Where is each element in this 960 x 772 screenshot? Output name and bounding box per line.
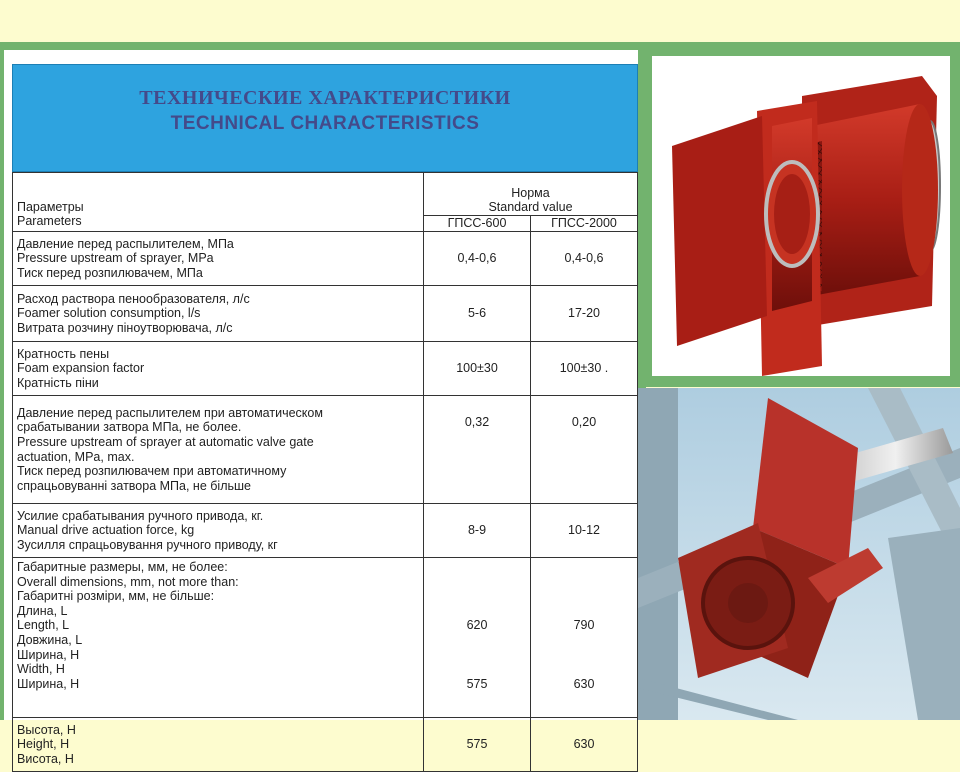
param-line: Width, H bbox=[17, 662, 65, 677]
banner-title-en: TECHNICAL CHARACTERISTICS bbox=[170, 113, 480, 134]
value-gpss-2000: 0,4-0,6 bbox=[531, 232, 638, 286]
param-line: Зусилля спрацьовування ручного приводу, кг bbox=[17, 537, 278, 552]
value-gpss-2000: 17-20 bbox=[531, 286, 638, 342]
table-header-row bbox=[13, 173, 638, 216]
header-params-en: Parameters bbox=[17, 214, 82, 229]
length-value: 790 bbox=[573, 618, 595, 633]
table-row bbox=[13, 396, 638, 504]
value-gpss-2000: 10-12 bbox=[531, 504, 638, 558]
param-line: Габаритные размеры, мм, не более: bbox=[17, 560, 228, 574]
spec-table bbox=[12, 172, 638, 772]
param-line: Pressure upstream of sprayer, MPa bbox=[17, 251, 214, 266]
table-row bbox=[13, 286, 638, 342]
product-photo bbox=[652, 56, 950, 376]
param-line: Manual drive actuation force, kg bbox=[17, 523, 195, 538]
value-gpss-2000 bbox=[531, 558, 638, 718]
param-line: Витрата розчину піноутворювача, л/с bbox=[17, 320, 233, 335]
header-parameters bbox=[13, 173, 424, 232]
width-value: 630 bbox=[573, 676, 595, 691]
param-line: спрацьовуванні затвора МПа, не більше bbox=[17, 478, 251, 493]
header-params-ru: Параметры bbox=[17, 199, 84, 214]
header-norm-ru: Норма bbox=[511, 185, 550, 200]
length-value: 620 bbox=[466, 618, 488, 633]
value-gpss-2000: 100±30 . bbox=[531, 342, 638, 396]
banner-title-ru: ТЕХНИЧЕСКИЕ ХАРАКТЕРИСТИКИ bbox=[139, 87, 511, 109]
table-row bbox=[13, 718, 638, 772]
row-params bbox=[13, 558, 424, 718]
param-line: Расход раствора пенообразователя, л/с bbox=[17, 291, 250, 306]
param-line: Ширина, H bbox=[17, 676, 80, 691]
param-line: срабатывании затвора МПа, не более. bbox=[17, 420, 242, 435]
param-line: Height, H bbox=[17, 737, 70, 752]
value-gpss-600: 0,4-0,6 bbox=[424, 232, 531, 286]
param-line: Давление перед распылителем, МПа bbox=[17, 236, 234, 251]
table-row-dimensions bbox=[13, 558, 638, 718]
table-row bbox=[13, 232, 638, 286]
spec-table-sheet bbox=[4, 50, 638, 766]
param-line: actuation, MPa, max. bbox=[17, 449, 135, 464]
installation-photo bbox=[638, 388, 960, 720]
spec-table-panel bbox=[0, 42, 646, 766]
param-line: Усилие срабатывания ручного привода, кг. bbox=[17, 508, 264, 523]
param-line: Foamer solution consumption, l/s bbox=[17, 306, 201, 321]
installed-generator-image bbox=[638, 388, 960, 720]
param-line: Length, L bbox=[17, 618, 70, 633]
value-gpss-600: 575 bbox=[424, 718, 531, 772]
param-line: Висота, H bbox=[17, 751, 74, 766]
param-line: Overall dimensions, mm, not more than: bbox=[17, 574, 239, 589]
value-gpss-2000: 0,20 bbox=[531, 396, 638, 504]
param-line: Ширина, H bbox=[17, 647, 80, 662]
param-line: Кратность пены bbox=[17, 346, 110, 361]
param-line: Габаритні розміри, мм, не більше: bbox=[17, 589, 215, 604]
table-banner bbox=[12, 64, 638, 172]
table-row bbox=[13, 342, 638, 396]
value-gpss-600: 5-6 bbox=[424, 286, 531, 342]
param-line: Давление перед распылителем при автоматическом bbox=[17, 405, 323, 420]
table-row bbox=[13, 504, 638, 558]
header-model-1: ГПСС-600 bbox=[424, 216, 531, 232]
row-params bbox=[13, 232, 424, 286]
row-params bbox=[13, 342, 424, 396]
foam-generator-image bbox=[652, 56, 950, 376]
param-line: Длина, L bbox=[17, 603, 68, 618]
param-line: Pressure upstream of sprayer at automatic valve gate bbox=[17, 434, 314, 449]
value-gpss-600: 100±30 bbox=[424, 342, 531, 396]
product-photo-frame bbox=[640, 42, 960, 387]
value-gpss-2000: 630 bbox=[531, 718, 638, 772]
param-line: Тиск перед розпилювачем при автоматичному bbox=[17, 464, 287, 479]
param-line: Кратність піни bbox=[17, 375, 99, 390]
row-params bbox=[13, 718, 424, 772]
param-line: Довжина, L bbox=[17, 632, 83, 647]
header-norm-en: Standard value bbox=[488, 200, 573, 215]
param-line: Foam expansion factor bbox=[17, 361, 145, 376]
header-norm bbox=[424, 173, 638, 216]
header-model-2: ГПСС-2000 bbox=[531, 216, 638, 232]
param-line: Тиск перед розпилювачем, МПа bbox=[17, 265, 203, 280]
row-params bbox=[13, 504, 424, 558]
value-gpss-600: 8-9 bbox=[424, 504, 531, 558]
row-params bbox=[13, 396, 424, 504]
value-gpss-600 bbox=[424, 558, 531, 718]
param-line: Высота, H bbox=[17, 722, 76, 737]
width-value: 575 bbox=[466, 676, 488, 691]
row-params bbox=[13, 286, 424, 342]
value-gpss-600: 0,32 bbox=[424, 396, 531, 504]
